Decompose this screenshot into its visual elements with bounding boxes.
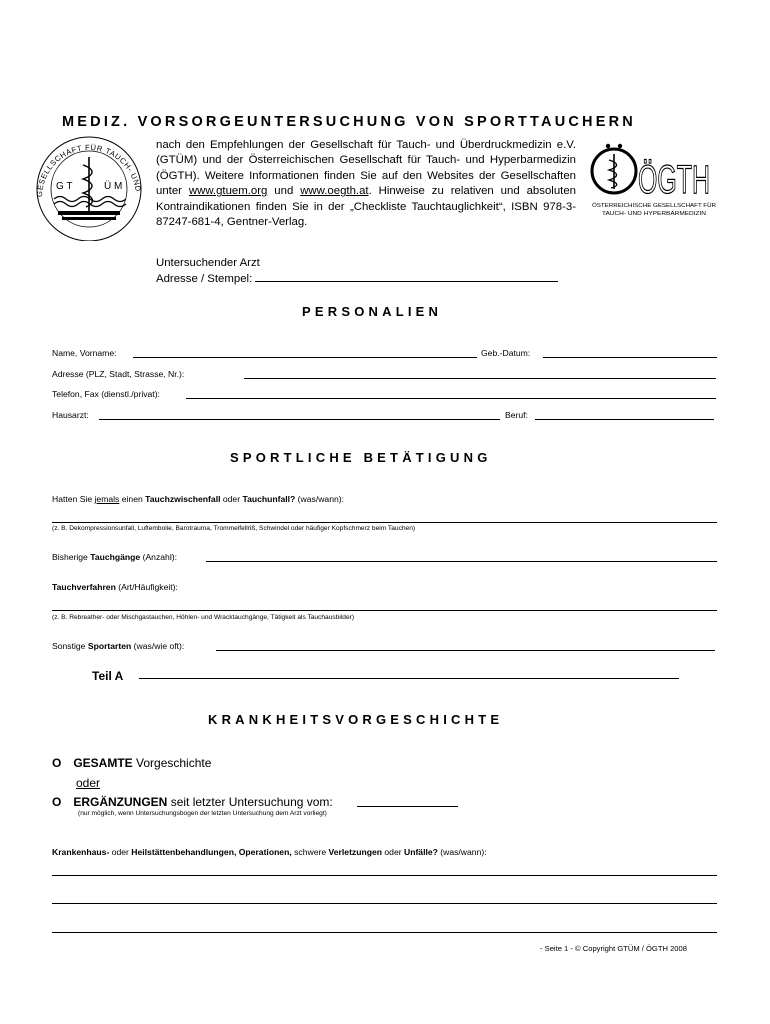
diving-method-hint: (z. B. Rebreather- oder Mischgastauchen, Höhlen- und Wracktauchgänge, Tätigkeit als Tauchausbilder) <box>52 614 355 621</box>
diving-accident-field[interactable] <box>52 522 717 523</box>
gtuem-ring-text: GESELLSCHAFT FÜR TAUCH- UND <box>34 142 143 198</box>
gtuem-logo <box>26 127 152 241</box>
hospital-field-line-3[interactable] <box>52 932 717 933</box>
doctor-label: Untersuchender Arzt <box>156 257 260 269</box>
name-label: Name, Vorname: <box>52 348 117 358</box>
or-label: oder <box>76 776 101 790</box>
part-a-label: Teil A <box>92 669 124 683</box>
personalien-heading: PERSONALIEN <box>302 304 443 319</box>
page-footer: - Seite 1 - © Copyright GTÜM / ÖGTH 2008 <box>540 944 687 953</box>
option-circle-supplement: O <box>52 795 62 809</box>
svg-text:G T: G T <box>56 181 73 192</box>
phone-field[interactable] <box>186 398 716 399</box>
diving-accident-hint: (z. B. Dekompressionsunfall, Luftembolie, Barotrauma, Trommelfellriß, Schwindel oder häufiger Kopfschmerz beim Tauchen) <box>52 525 416 532</box>
occupation-field[interactable] <box>535 419 714 420</box>
intro-text-2: und <box>267 185 301 198</box>
oegth-letters: ÖGTH <box>638 158 710 202</box>
full-history-option[interactable]: O GESAMTE Vorgeschichte <box>52 756 212 770</box>
intro-text-3: . Hinweise zu relativen und absoluten Kontraindikationen finden Sie in der „Checkliste Tauchtauglichkeit“, ISBN 978-3-87247-681-4, Gentner-Verlag. <box>156 185 576 229</box>
oegth-link[interactable]: www.oegth.at <box>300 185 369 198</box>
oegth-logo <box>588 140 720 220</box>
occupation-label: Beruf: <box>505 410 528 420</box>
family-doctor-label: Hausarzt: <box>52 410 89 420</box>
sport-heading: SPORTLICHE BETÄTIGUNG <box>230 450 492 465</box>
stamp-label: Adresse / Stempel: <box>156 273 253 285</box>
name-field[interactable] <box>133 357 477 358</box>
dives-field[interactable] <box>206 561 717 562</box>
hospital-field-line-1[interactable] <box>52 875 717 876</box>
family-doctor-field[interactable] <box>99 419 500 420</box>
supplement-option[interactable]: O ERGÄNZUNGEN seit letzter Untersuchung vom: <box>52 795 333 809</box>
phone-label: Telefon, Fax (dienstl./privat): <box>52 389 160 399</box>
last-exam-date-field[interactable] <box>357 806 458 807</box>
gtuem-link[interactable]: www.gtuem.org <box>188 185 268 198</box>
address-field[interactable] <box>244 378 716 379</box>
page-title: MEDIZ. VORSORGEUNTERSUCHUNG VON SPORTTAUCHERN <box>62 114 636 130</box>
hospital-field-line-2[interactable] <box>52 903 717 904</box>
intro-text-1: nach den Empfehlungen der Gesellschaft für Tauch- und Überdruckmedizin e.V. (GTÜM) und der Österreichischen Gesellschaft für Tauch- und Hyperbarmedizin (ÖGTH). Weitere Informationen finden Sie auf den Websites der Gesellschaften unter <box>156 139 576 198</box>
svg-text:TAUCH- UND HYPERBARMEDIZIN: TAUCH- UND HYPERBARMEDIZIN <box>602 211 706 217</box>
other-sports-label: Sonstige Sportarten (was/wie oft): <box>52 641 185 651</box>
birthdate-field[interactable] <box>543 357 717 358</box>
stamp-field[interactable] <box>255 271 558 282</box>
svg-text:ÖSTERREICHISCHE GESELLSCHAFT F: ÖSTERREICHISCHE GESELLSCHAFT FÜR <box>592 203 705 209</box>
other-sports-field[interactable] <box>216 650 715 651</box>
supplement-hint: (nur möglich, wenn Untersuchungsbogen der letzten Untersuchung dem Arzt vorliegt) <box>78 810 327 817</box>
hospital-question: Krankenhaus- oder Heilstättenbehandlungen, Operationen, schwere Verletzungen oder Unfälle? (was/wann): <box>52 847 487 857</box>
address-label: Adresse (PLZ, Stadt, Strasse, Nr.): <box>52 369 185 379</box>
diving-method-label: Tauchverfahren (Art/Häufigkeit): <box>52 582 178 592</box>
history-heading: KRANKHEITSVORGESCHICHTE <box>208 712 504 727</box>
doctor-stamp-block <box>156 256 558 287</box>
birthdate-label: Geb.-Datum: <box>481 348 531 358</box>
diving-accident-question: Hatten Sie jemals einen Tauchzwischenfall oder Tauchunfall? (was/wann): <box>52 494 345 504</box>
diving-method-field[interactable] <box>52 610 717 611</box>
dives-label: Bisherige Tauchgänge (Anzahl): <box>52 552 177 562</box>
option-circle-full: O <box>52 756 62 770</box>
svg-text:Ü M: Ü M <box>104 181 123 192</box>
intro-paragraph <box>156 138 576 230</box>
part-a-rule <box>139 678 679 679</box>
